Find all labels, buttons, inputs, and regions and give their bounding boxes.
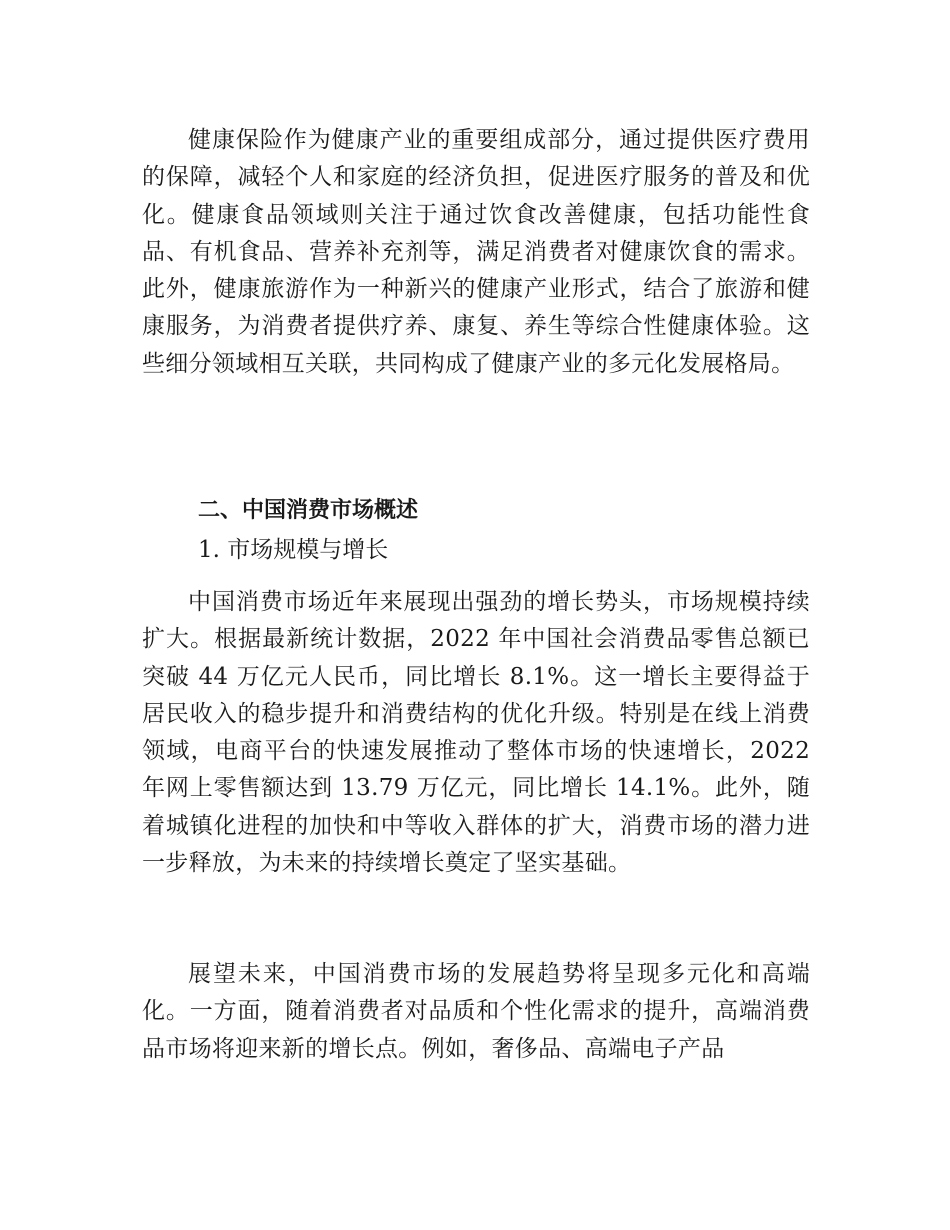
section-heading: [142, 492, 810, 529]
section-heading-text: 二、中国消费市场概述: [198, 498, 419, 523]
paragraph-text: 健康保险作为健康产业的重要组成部分，通过提供医疗费用的保障，减轻个人和家庭的经济负担，促进医疗服务的普及和优化。健康食品领域则关注于通过饮食改善健康，包括功能性食品、有机食品、营养补充剂等，满足消费者对健康饮食的需求。此外，健康旅游作为一种新兴的健康产业形式，结合了旅游和健康服务，为消费者提供疗养、康复、养生等综合性健康体验。这些细分领域相互关联，共同构成了健康产业的多元化发展格局。: [142, 127, 810, 377]
paragraph-text: 展望未来，中国消费市场的发展趋势将呈现多元化和高端化。一方面，随着消费者对品质和个性化需求的提升，高端消费品市场将迎来新的增长点。例如，奢侈品、高端电子产品: [142, 961, 810, 1062]
subsection-heading-text: 1. 市场规模与增长: [198, 537, 389, 563]
paragraph-text: 中国消费市场近年来展现出强劲的增长势头，市场规模持续扩大。根据最新统计数据，2022 年中国社会消费品零售总额已突破 44 万亿元人民币，同比增长 8.1%。这一增长主要得益于居民收入的稳步提升和消费结构的优化升级。特别是在线上消费领域，电商平台的快速发展推动了整体市场的快速增长，2022 年网上零售额达到 13.79 万亿元，同比增长 14.1%。此外，随着城镇化进程的加快和中等收入群体的扩大，消费市场的潜力进一步释放，为未来的持续增长奠定了坚实基础。: [142, 589, 810, 877]
body-paragraph-health-industry: [142, 122, 810, 383]
subsection-heading: [142, 532, 810, 569]
body-paragraph-outlook: [142, 956, 810, 1068]
body-paragraph-market-size: [142, 584, 810, 882]
